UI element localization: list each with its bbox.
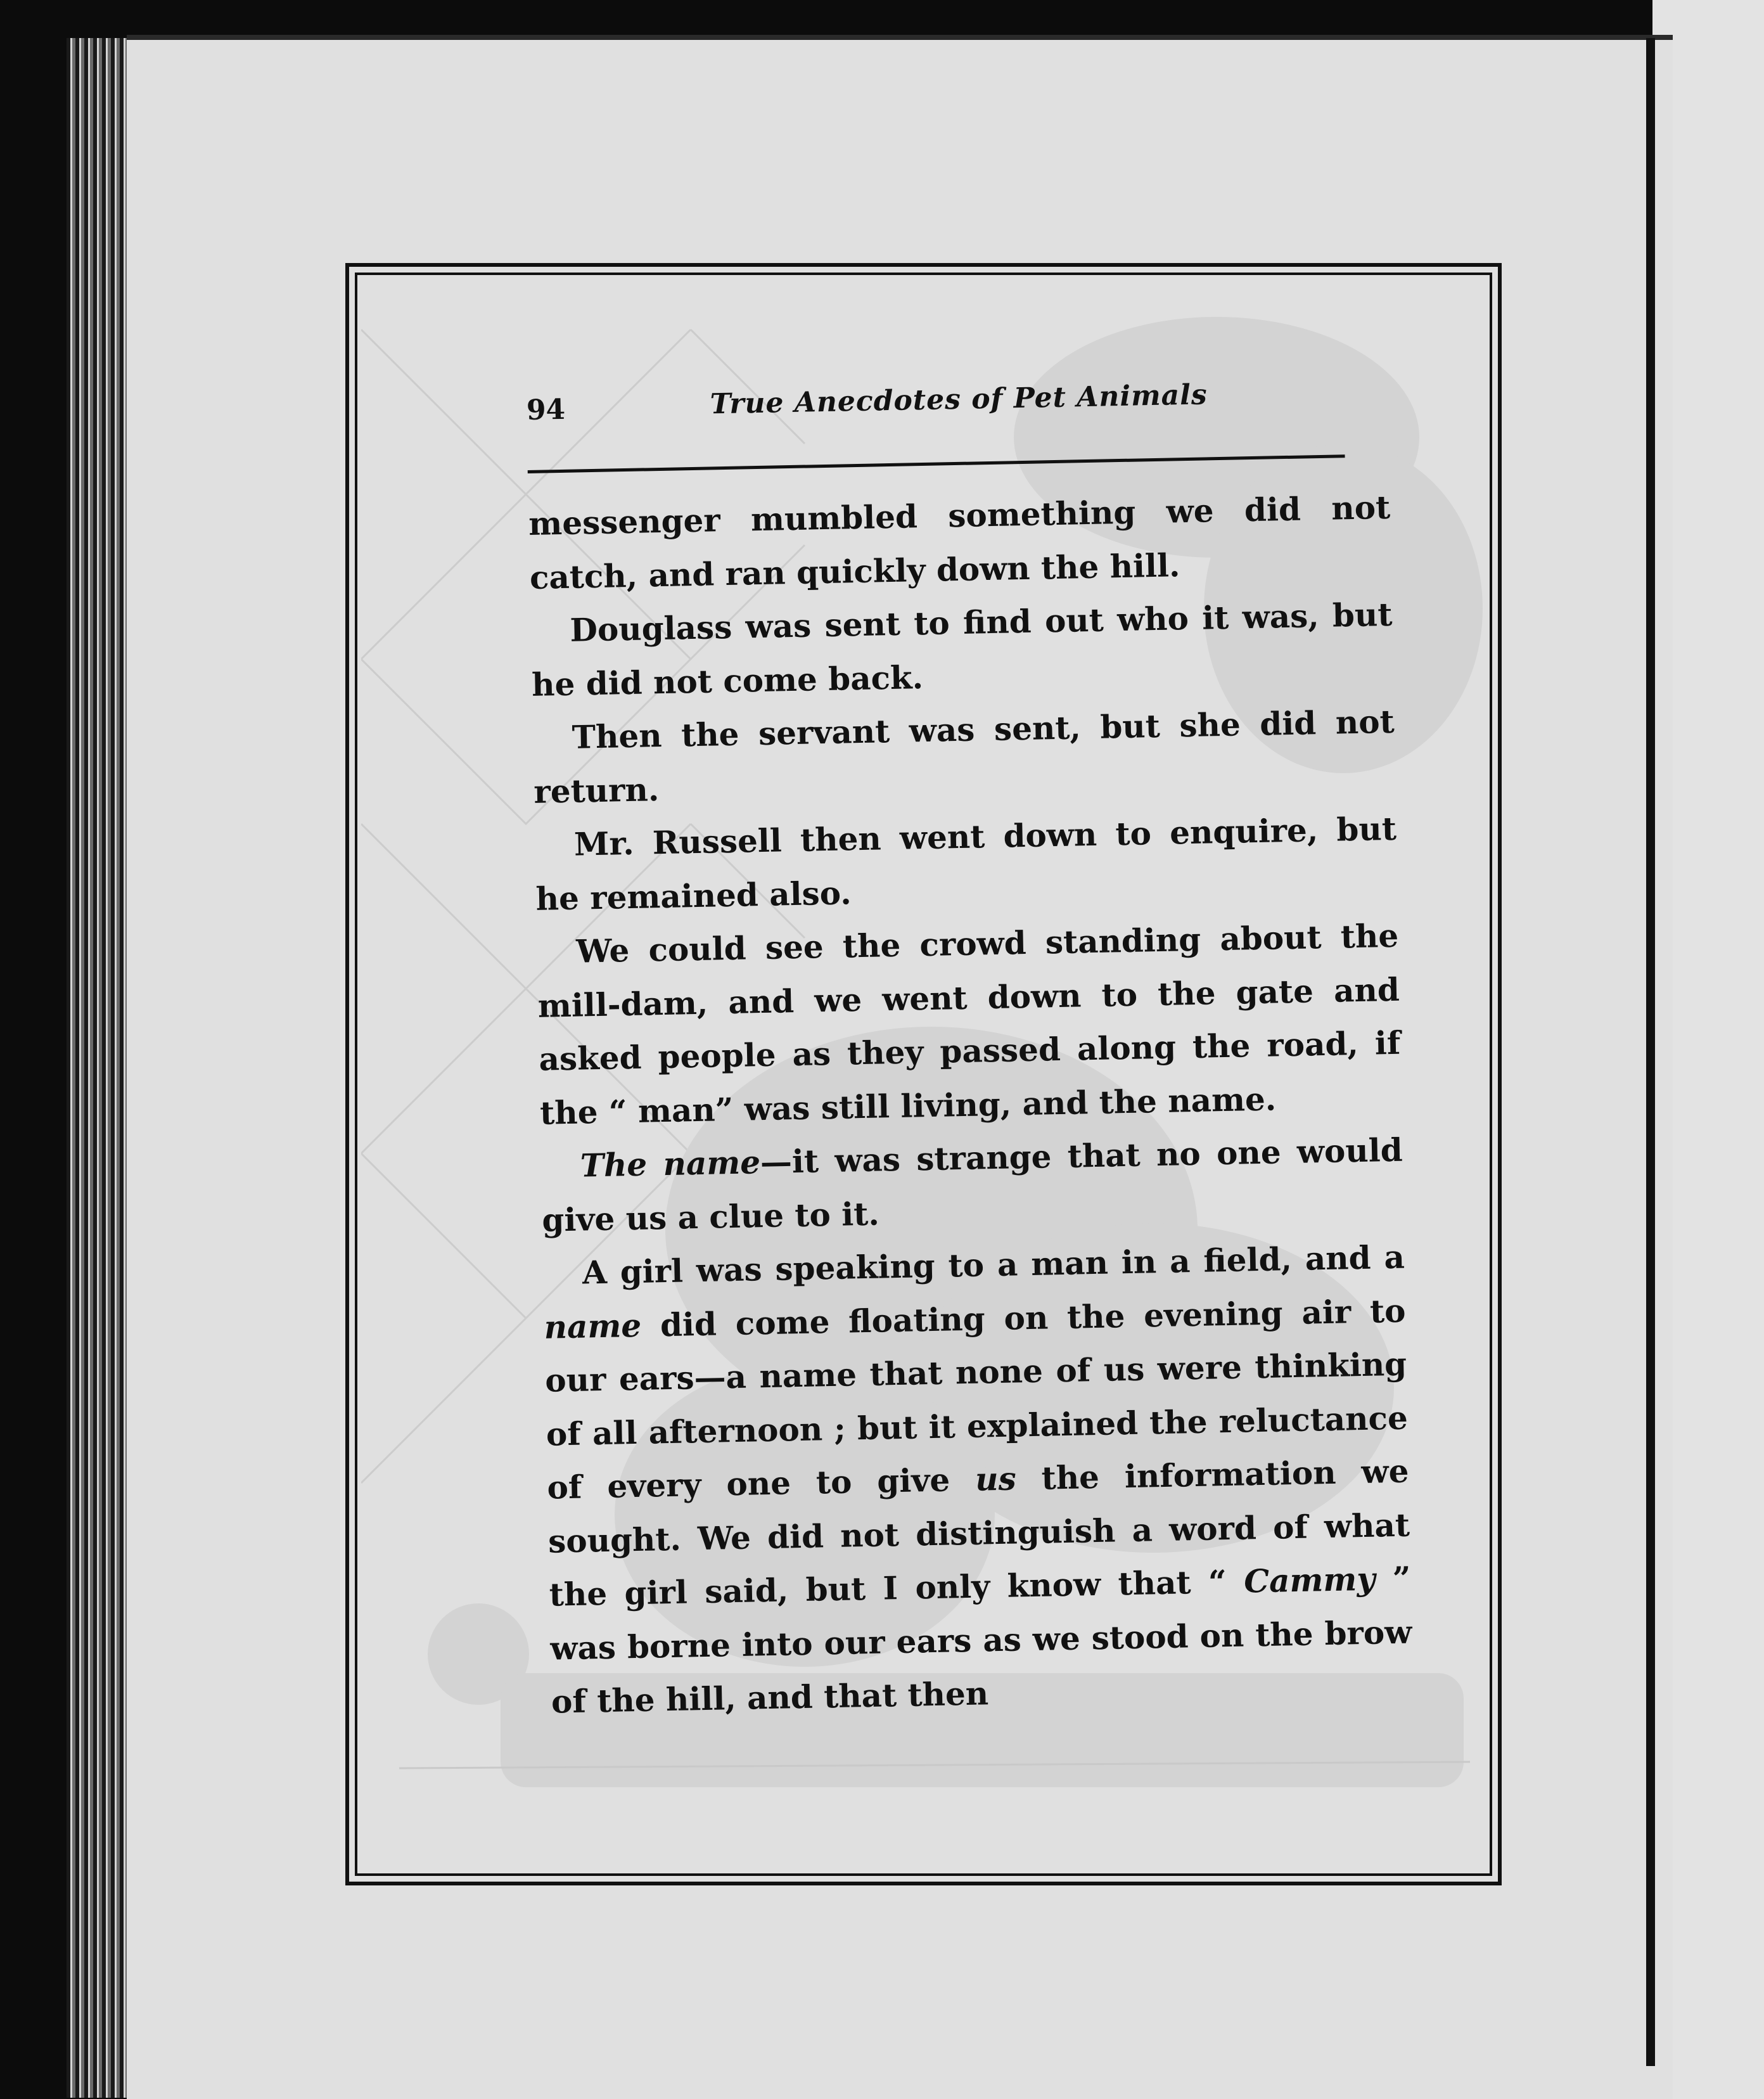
paragraph: We could see the crowd standing about the mill-dam, and we went down to the gate and asked people as they passed along the road, if the “ man” was still living, and the name. xyxy=(537,916,1401,1132)
paragraph: Mr. Russell then went down to enquire, but he remained also. xyxy=(535,809,1397,918)
page-number: 94 xyxy=(526,393,566,427)
paragraph: messenger mumbled something we did not catch, and ran quickly down the hill. xyxy=(528,488,1391,596)
paragraph-text: the information we sought. We did not distinguish a word of what the girl said, but I only know that “ xyxy=(547,1452,1410,1614)
running-title: True Anecdotes of Pet Animals xyxy=(710,378,1208,421)
page-text xyxy=(526,364,1414,1729)
header-rule xyxy=(528,454,1345,473)
paragraph-text: did come floating on the evening air to our ears—a name that none of us were thinking of all afternoon ; but it explained the reluctance of every one to give xyxy=(544,1292,1409,1506)
paragraph: Douglass was sent to find out who it was, but he did not come back. xyxy=(531,595,1393,703)
page-gutter-line xyxy=(1646,38,1655,2066)
paragraph xyxy=(540,1124,1404,1247)
italic-word: name xyxy=(544,1306,642,1346)
italic-word: Cammy xyxy=(1243,1560,1376,1600)
italic-word: us xyxy=(975,1460,1017,1498)
italic-phrase: The name xyxy=(580,1143,761,1184)
paragraph: Then the servant was sent, but she did not return. xyxy=(533,702,1395,811)
paragraph-text: —it was strange that no one would give us a clue to it. xyxy=(541,1131,1403,1239)
paragraph-text: A girl was speaking to a man in a field, and a xyxy=(582,1238,1405,1292)
paragraph-text: ” was borne into our ears as we stood on the brow of the hill, and that then xyxy=(549,1559,1412,1721)
body-text xyxy=(528,481,1414,1729)
paragraph xyxy=(542,1231,1413,1729)
